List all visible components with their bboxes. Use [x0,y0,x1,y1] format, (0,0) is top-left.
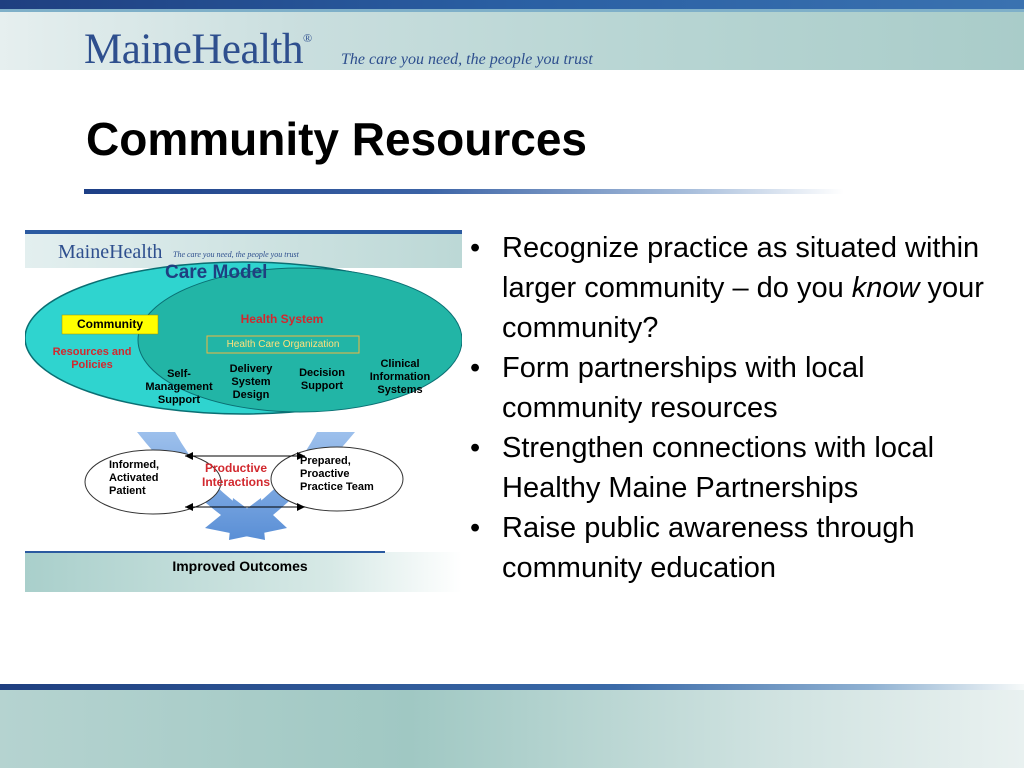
bullet-item-2: • Form partnerships with local community resources [470,348,1010,428]
care-model-diagram [25,230,462,592]
bullet-item-4: • Raise public awareness through community education [470,508,1010,588]
diagram-header-line [25,230,462,234]
delivery-system-label: Delivery System Design [229,363,273,402]
community-label: Community [77,317,143,331]
footer-banner [0,684,1024,768]
outcomes-label: Improved Outcomes [172,558,308,574]
diagram-tagline: The care you need, the people you trust [173,250,299,259]
interactions-label: Productive Interactions [201,461,270,490]
slide-title: Community Resources [86,113,588,165]
diagram-brand: MaineHealth [58,241,163,263]
patient-label: Informed, Activated Patient [109,459,160,498]
bullet-dot: • [470,352,481,384]
header-banner [0,0,1024,73]
bullet-dot: • [470,512,481,544]
bullet-item-3: • Strengthen connections with local Healthy Maine Partnerships [470,428,1010,508]
brand-tagline: The care you need, the people you trust [341,51,593,68]
decision-support-label: Decision Support [299,367,345,393]
bullet-dot: • [470,232,481,264]
diagram-title: Care Model [165,262,268,283]
resources-label: Resources and Policies [52,346,132,372]
team-label: Prepared, Proactive Practice Team [300,455,374,494]
bullet-list [470,228,1010,588]
health-care-org-label: Health Care Organization [226,339,340,350]
health-system-label: Health System [240,312,324,326]
self-management-label: Self-Management Support [145,368,213,407]
bullet-dot: • [470,432,481,464]
clinical-info-label: Clinical Information Systems [369,358,431,397]
bullet-item-1: • Recognize practice as situated within larger community – do you know your community? [470,228,1010,348]
brand-logo: MaineHealth® [84,26,312,73]
title-underline [84,189,844,194]
